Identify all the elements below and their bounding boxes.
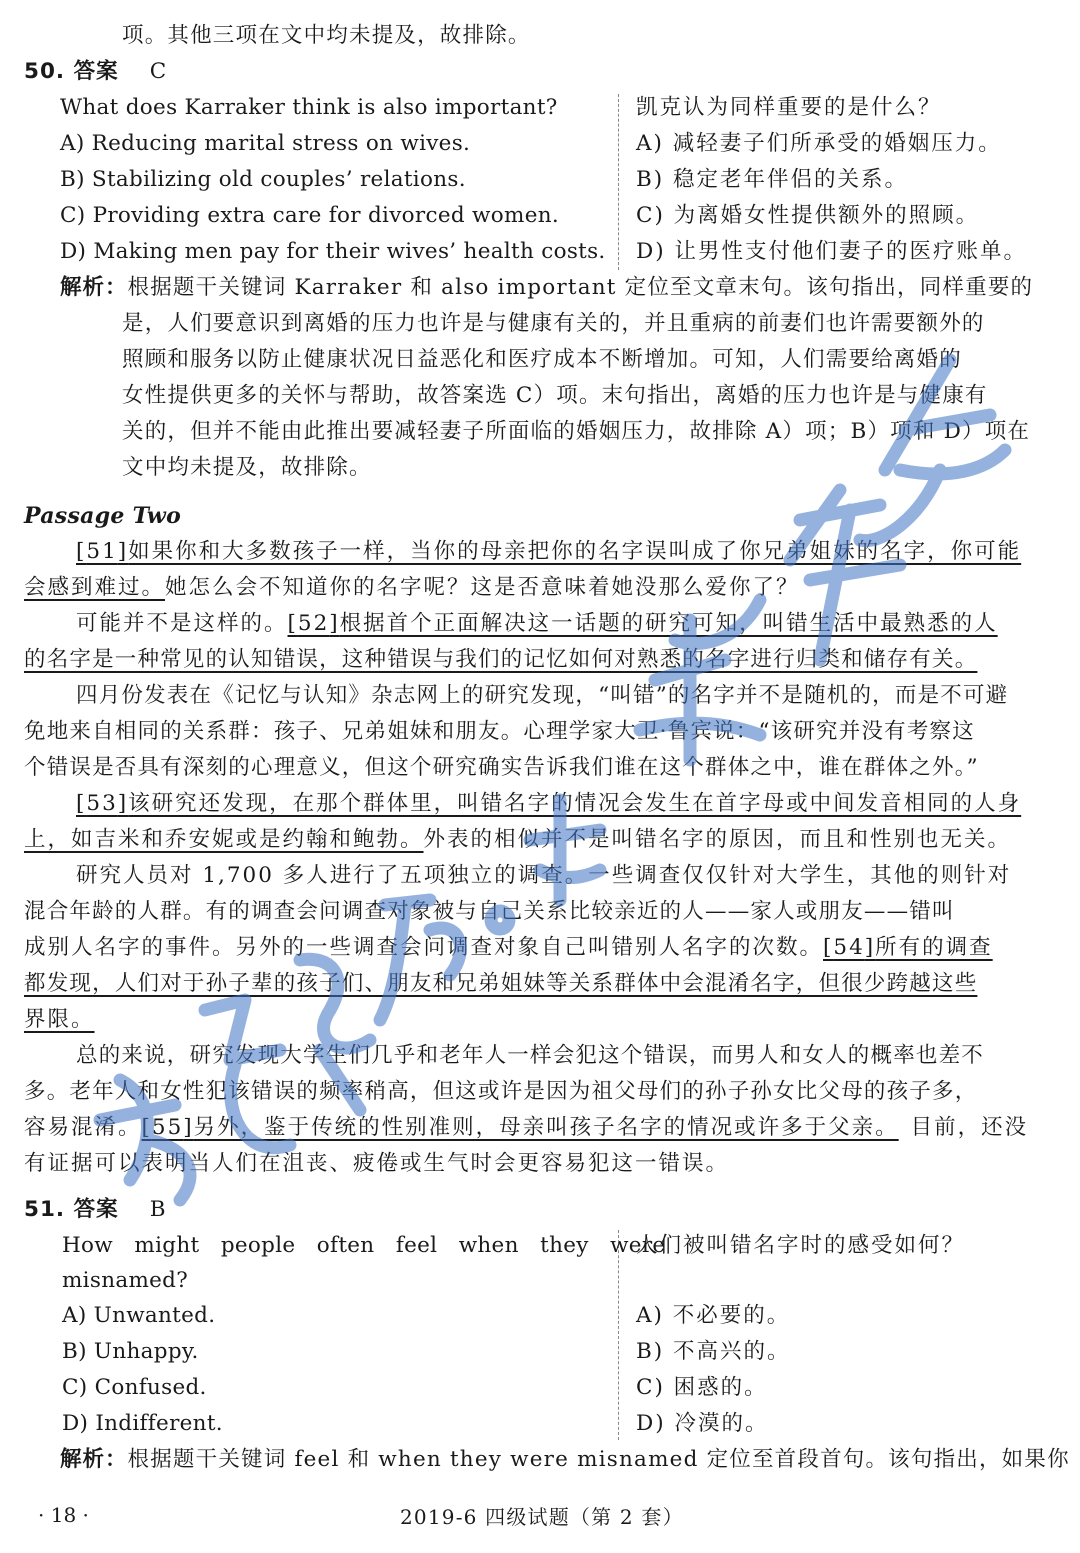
- q50-analysis-line-4: 女性提供更多的关怀与帮助，故答案选 C）项。末句指出，离婚的压力也许是与健康有: [122, 383, 988, 408]
- passage-p5-line-1: 研究人员对 1,700 多人进行了五项独立的调查。一些调查仅仅针对大学生，其他的则针对: [76, 863, 1012, 888]
- q51-analysis-label: 解析：: [60, 1447, 128, 1472]
- passage-p6-line-1: 总的来说，研究发现大学生们几乎和老年人一样会犯这个错误，而男人和女人的概率也差不: [76, 1043, 985, 1068]
- passage-p6-line-3: 容易混淆。[55]另外，鉴于传统的性别准则，母亲叫孩子名字的情况或许多于父亲。 目前，还没: [24, 1115, 1029, 1140]
- q50-question-en: What does Karraker think is also important?: [60, 95, 558, 120]
- q50-analysis-row: [60, 270, 1033, 306]
- q50-analysis-line-2: 是，人们要意识到离婚的压力也许是与健康有关的，并且重病的前妻们也许需要额外的: [122, 311, 985, 336]
- q50-option-en-d: D) Making men pay for their wives’ health costs.: [60, 239, 606, 264]
- passage-p5-line-3: 成别人名字的事件。另外的一些调查会问调查对象自己叫错别人名字的次数。[54]所有的调查: [24, 935, 993, 960]
- passage-p3-line-2: 免地来自相同的关系群：孩子、兄弟姐妹和朋友。心理学家大卫·鲁宾说：“该研究并没有考察这: [24, 719, 975, 744]
- q50-answer-label: 50. 答案: [24, 59, 119, 84]
- q50-question-zh: 凯克认为同样重要的是什么？: [636, 95, 942, 120]
- q51-analysis-line: 根据题干关键词 feel 和 when they were misnamed 定位至首段首句。该句指出，如果你: [127, 1447, 1070, 1472]
- page-number: · 18 ·: [38, 1503, 89, 1527]
- q51-answer-row: [24, 1192, 166, 1228]
- q50-option-zh-d: D) 让男性支付他们妻子的医疗账单。: [636, 239, 1027, 264]
- tag-53: 53: [86, 791, 118, 816]
- passage-p6-line-2: 多。老年人和女性犯该错误的频率稍高，但这或许是因为祖父母们的孙子孙女比父母的孩子多，: [24, 1079, 978, 1104]
- q50-analysis-line-5: 关的，但并不能由此推出要减轻妻子所面临的婚姻压力，故排除 A）项；B）项和 D）项在: [122, 419, 1031, 444]
- q50-option-en-a: A) Reducing marital stress on wives.: [60, 131, 471, 156]
- passage-p3-line-1: 四月份发表在《记忆与认知》杂志网上的研究发现，“叫错”的名字并不是随机的，而是不可避: [76, 683, 1009, 708]
- q51-answer-label: 51. 答案: [24, 1197, 119, 1222]
- tag-54: 54: [833, 935, 865, 960]
- footer-title: 2019-6 四级试题（第 2 套）: [400, 1505, 684, 1529]
- q50-option-zh-c: C) 为离婚女性提供额外的照顾。: [636, 203, 980, 228]
- q50-answer-value: C: [149, 59, 167, 84]
- q50-analysis-line-1: 根据题干关键词 Karraker 和 also important 定位至文章末句。该句指出，同样重要的: [127, 275, 1034, 300]
- q50-analysis-line-3: 照顾和服务以防止健康状况日益恶化和医疗成本不断增加。可知，人们需要给离婚的: [122, 347, 962, 372]
- q50-analysis-line-6: 文中均未提及，故排除。: [122, 455, 372, 480]
- q50-option-zh-b: B) 稳定老年伴侣的关系。: [636, 167, 909, 192]
- q50-option-en-c: C) Providing extra care for divorced women.: [60, 203, 560, 228]
- q51-question-en-line-1: How might people often feel when they were: [62, 1233, 666, 1258]
- q51-option-en-b: B) Unhappy.: [62, 1339, 199, 1364]
- passage-p4-line-1: [53]该研究还发现，在那个群体里，叫错名字的情况会发生在首字母或中间发音相同的人身: [76, 791, 1022, 816]
- passage-p1-line-1: [51]如果你和大多数孩子一样，当你的母亲把你的名字误叫成了你兄弟姐妹的名字，你可能: [76, 539, 1022, 564]
- passage-p2-line-2: 的名字是一种常见的认知错误，这种错误与我们的记忆如何对熟悉的名字进行归类和储存有关。: [24, 647, 978, 672]
- passage-p5-line-5: 界限。: [24, 1007, 95, 1032]
- q50-column-divider: [618, 94, 619, 270]
- q51-question-zh: 人们被叫错名字时的感受如何？: [636, 1233, 966, 1258]
- q51-option-zh-b: B) 不高兴的。: [636, 1339, 791, 1364]
- q51-option-en-c: C) Confused.: [62, 1375, 207, 1400]
- passage-p5-line-4: 都发现，人们对于孙子辈的孩子们、朋友和兄弟姐妹等关系群体中会混淆名字，但很少跨越这些: [24, 971, 978, 996]
- passage-p3-line-3: 个错误是否具有深刻的心理意义，但这个研究确实告诉我们谁在这个群体之中，谁在群体之外。”: [24, 755, 979, 780]
- q51-analysis-row: [60, 1442, 1070, 1478]
- q51-question-en-line-2: misnamed?: [62, 1268, 189, 1293]
- q51-answer-value: B: [149, 1197, 166, 1222]
- q50-option-en-b: B) Stabilizing old couples’ relations.: [60, 167, 466, 192]
- passage-p5-line-2: 混合年龄的人群。有的调查会问调查对象被与自己关系比较亲近的人——家人或朋友——错叫: [24, 899, 955, 924]
- passage-p6-line-4: 有证据可以表明当人们在沮丧、疲倦或生气时会更容易犯这一错误。: [24, 1151, 730, 1176]
- tag-55: 55: [151, 1115, 184, 1140]
- continuation-line: 项。其他三项在文中均未提及，故排除。: [122, 23, 531, 48]
- passage-p2-line-1: 可能并不是这样的。[52]根据首个正面解决这一话题的研究可知，叫错生活中最熟悉的人: [76, 611, 998, 636]
- q50-option-zh-a: A) 减轻妻子们所承受的婚姻压力。: [636, 131, 1002, 156]
- q51-option-zh-a: A) 不必要的。: [636, 1303, 791, 1328]
- q50-answer-row: [24, 54, 166, 90]
- q51-option-zh-c: C) 困惑的。: [636, 1375, 768, 1400]
- passage-p4-line-2: 上，如吉米和乔安妮或是约翰和鲍勃。外表的相似并不是叫错名字的原因，而且和性别也无关。: [24, 827, 1012, 852]
- q51-option-en-a: A) Unwanted.: [62, 1303, 216, 1328]
- passage-title: Passage Two: [24, 503, 182, 529]
- q50-analysis-label: 解析：: [60, 275, 128, 300]
- q51-option-zh-d: D) 冷漠的。: [636, 1411, 769, 1436]
- q51-option-en-d: D) Indifferent.: [62, 1411, 223, 1436]
- passage-p1-line-2: 会感到难过。她怎么会不知道你的名字呢？这是否意味着她没那么爱你了？: [24, 575, 800, 600]
- tag-52: 52: [297, 611, 330, 636]
- tag-51: 51: [86, 539, 118, 564]
